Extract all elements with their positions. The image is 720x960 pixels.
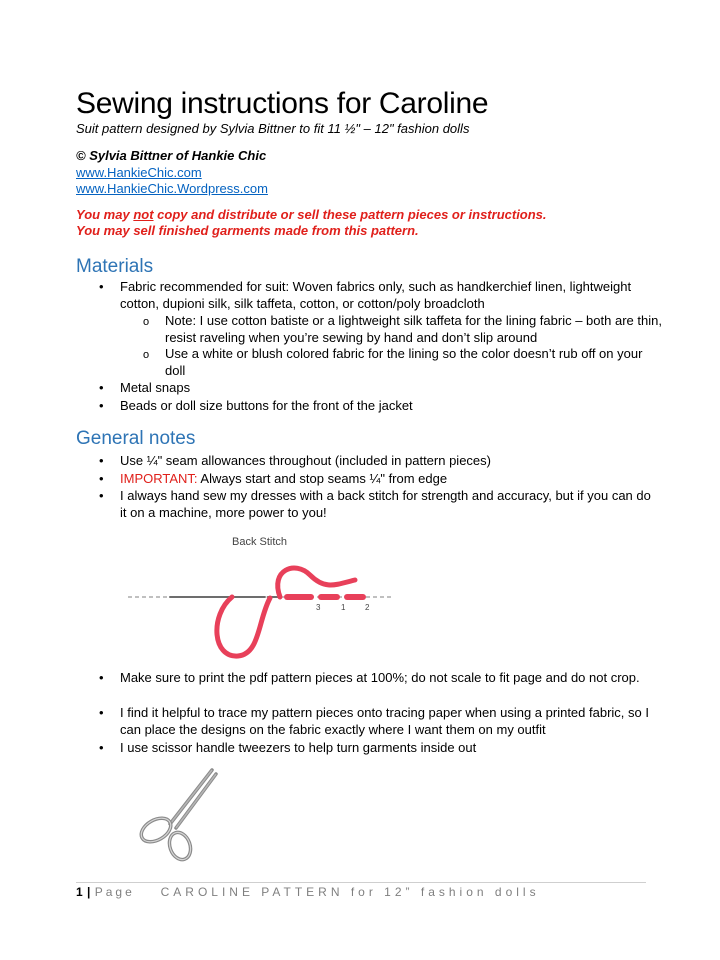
page-footer bbox=[76, 885, 540, 899]
materials-item: Beads or doll size buttons for the front of the jacket bbox=[120, 398, 413, 413]
tweezers-image bbox=[130, 762, 240, 862]
scissor-tweezers-icon bbox=[130, 762, 240, 862]
bullet: • bbox=[99, 670, 104, 685]
bullet: • bbox=[99, 705, 104, 720]
bullet: • bbox=[99, 398, 104, 413]
back-stitch-figure bbox=[120, 530, 400, 660]
general-item: I use scissor handle tweezers to help turn garments inside out bbox=[120, 740, 477, 755]
important-text: Always start and stop seams ¼" from edge bbox=[197, 471, 448, 486]
figure-caption: Back Stitch bbox=[232, 536, 288, 548]
general-notes-heading: General notes bbox=[76, 428, 196, 449]
thread-loop bbox=[217, 597, 270, 656]
bullet: • bbox=[99, 453, 104, 468]
bullet: • bbox=[99, 279, 104, 294]
warning-emphasis: not bbox=[133, 207, 154, 222]
stitch-label: 2 bbox=[365, 603, 370, 612]
copyright: © Sylvia Bittner of Hankie Chic bbox=[76, 148, 267, 163]
materials-item: Metal snaps bbox=[120, 380, 191, 395]
copy-warning bbox=[76, 207, 547, 223]
general-item bbox=[120, 470, 660, 487]
stitch-label: 1 bbox=[341, 603, 346, 612]
stitch-segment bbox=[344, 594, 366, 600]
bullet: • bbox=[99, 740, 104, 755]
footer-separator: | bbox=[87, 885, 91, 899]
materials-item: Fabric recommended for suit: Woven fabrics only, such as handkerchief linen, lightweight cotton, dupioni silk, silk taffeta, cotton, or cotton/poly broadcloth bbox=[120, 279, 632, 311]
sell-notice: You may sell finished garments made from this pattern. bbox=[76, 223, 419, 238]
thread-top bbox=[278, 568, 355, 597]
page-number: 1 bbox=[76, 885, 84, 899]
warning-text: copy and distribute or sell these pattern pieces or instructions. bbox=[153, 207, 547, 222]
stitch-segment bbox=[318, 594, 340, 600]
footer-rule bbox=[76, 882, 646, 883]
page-label: Page bbox=[94, 885, 135, 899]
materials-subitem: Use a white or blush colored fabric for the lining so the color doesn’t rub off on your doll bbox=[165, 346, 643, 378]
general-item: I find it helpful to trace my pattern pieces onto tracing paper when using a printed fabric, so I can place the designs on the fabric exactly where I want them on my outfit bbox=[120, 705, 649, 737]
bullet: • bbox=[99, 488, 104, 503]
stitch-segment bbox=[284, 594, 314, 600]
blog-link[interactable]: www.HankieChic.Wordpress.com bbox=[76, 181, 268, 196]
back-stitch-diagram bbox=[120, 530, 400, 660]
materials-heading: Materials bbox=[76, 256, 154, 277]
general-item: Use ¼" seam allowances throughout (included in pattern pieces) bbox=[120, 453, 491, 468]
warning-text: You may bbox=[76, 207, 134, 222]
important-label: IMPORTANT: bbox=[120, 471, 198, 486]
stitch-label: 3 bbox=[316, 603, 321, 612]
subtitle: Suit pattern designed by Sylvia Bittner to fit 11 ½" – 12" fashion dolls bbox=[76, 121, 470, 136]
footer-doc-title: CAROLINE PATTERN for 12” fashion dolls bbox=[160, 885, 540, 899]
bullet: • bbox=[99, 380, 104, 395]
website-link[interactable]: www.HankieChic.com bbox=[76, 165, 202, 180]
bullet: • bbox=[99, 471, 104, 486]
page-title: Sewing instructions for Caroline bbox=[76, 87, 489, 120]
materials-subitem: Note: I use cotton batiste or a lightweight silk taffeta for the lining fabric – both are thin, resist raveling when you’re sewing by hand and don’t slip around bbox=[165, 313, 662, 345]
general-item: I always hand sew my dresses with a back stitch for strength and accuracy, but if you can do it on a machine, more power to you! bbox=[120, 488, 651, 520]
sub-bullet: o bbox=[143, 316, 150, 328]
sub-bullet: o bbox=[143, 349, 150, 361]
general-item: Make sure to print the pdf pattern pieces at 100%; do not scale to fit page and do not crop. bbox=[120, 670, 640, 685]
